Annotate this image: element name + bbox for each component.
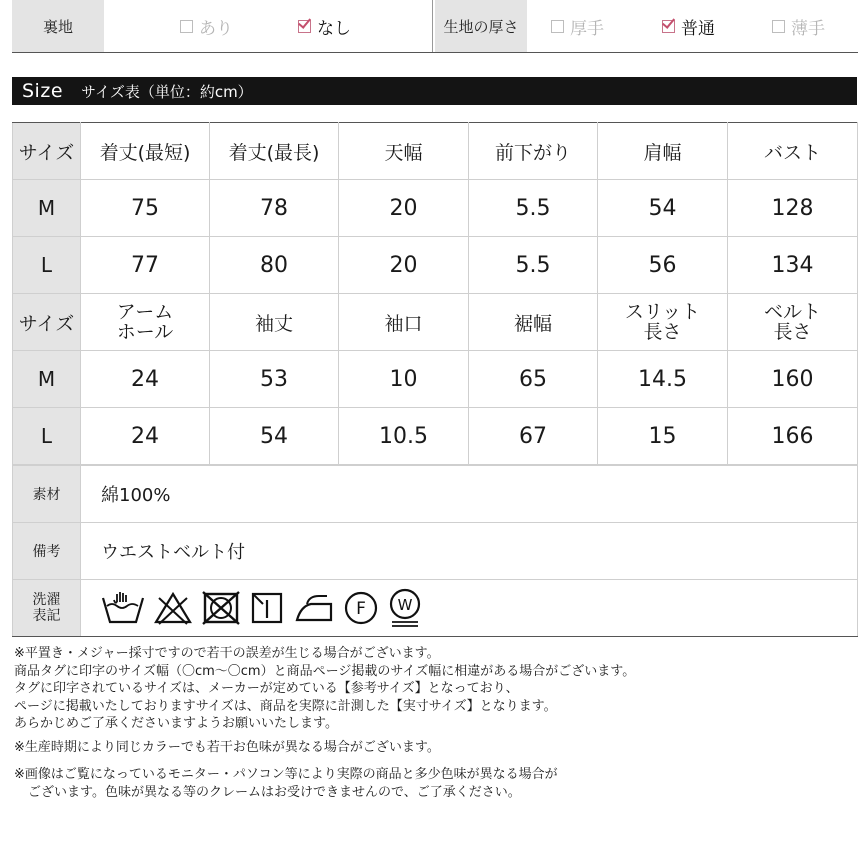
size-section-header — [12, 77, 857, 105]
wet-clean-w-icon — [387, 588, 423, 628]
value-cell: 10 — [339, 351, 469, 408]
size-subtitle: サイズ表（単位：約cm） — [81, 82, 253, 101]
table-row — [13, 180, 858, 237]
material-label: 素材 — [13, 466, 81, 523]
lining-option-no-label: なし — [317, 18, 351, 39]
remarks-value: ウエストベルト付 — [81, 523, 858, 580]
column-header: スリット 長さ — [598, 294, 728, 351]
column-header: 裾幅 — [469, 294, 598, 351]
thickness-option-thin-label: 薄手 — [791, 18, 825, 39]
column-header: 袖口 — [339, 294, 469, 351]
note-line: 商品タグに印字のサイズ幅（〇cm〜〇cm）と商品ページ掲載のサイズ幅に相違がある場合がございます。 — [14, 663, 636, 679]
lining-option-yes-label: あり — [199, 18, 233, 39]
value-cell: 10.5 — [339, 408, 469, 465]
thickness-option-normal-label: 普通 — [681, 18, 715, 39]
value-cell: 77 — [81, 237, 210, 294]
size-cell: L — [13, 408, 81, 465]
thickness-option-thick — [551, 0, 604, 52]
value-cell: 5.5 — [469, 237, 598, 294]
material-value: 綿100% — [81, 466, 858, 523]
value-cell: 24 — [81, 408, 210, 465]
care-row — [13, 580, 858, 637]
note-line: ございます。色味が異なる等のクレームはお受けできませんので、ご了承ください。 — [28, 784, 521, 800]
value-cell: 15 — [598, 408, 728, 465]
lining-option-no — [298, 0, 351, 52]
fabric-attributes-row — [12, 0, 858, 53]
column-header: バスト — [728, 123, 858, 180]
size-table — [12, 122, 858, 465]
size-table-header-row-2 — [13, 294, 858, 351]
value-cell: 54 — [598, 180, 728, 237]
hand-wash-icon — [101, 590, 145, 626]
size-cell: M — [13, 351, 81, 408]
note-line: あらかじめご了承くださいますようお願いいたします。 — [14, 716, 338, 731]
value-cell: 20 — [339, 237, 469, 294]
value-cell: 65 — [469, 351, 598, 408]
product-info-table — [12, 465, 858, 637]
note-line: ※平置き・メジャー採寸ですので若干の誤差が生じる場合がございます。 — [14, 646, 440, 661]
checkbox-empty-icon — [180, 20, 193, 33]
table-row — [13, 408, 858, 465]
thickness-label: 生地の厚さ — [435, 0, 527, 52]
checkbox-empty-icon — [772, 20, 785, 33]
dry-clean-letter: F — [356, 599, 366, 619]
note-line: ※画像はご覧になっているモニター・パソコン等により実際の商品と多少色味が異なる場合が — [14, 767, 558, 782]
value-cell: 53 — [210, 351, 339, 408]
value-cell: 134 — [728, 237, 858, 294]
divider — [432, 0, 433, 52]
column-header: アーム ホール — [81, 294, 210, 351]
value-cell: 5.5 — [469, 180, 598, 237]
value-cell: 80 — [210, 237, 339, 294]
note-line: タグに印字されているサイズは、メーカーが定めている【参考サイズ】となっており、 — [14, 681, 519, 696]
value-cell: 67 — [469, 408, 598, 465]
column-header: ベルト 長さ — [728, 294, 858, 351]
value-cell: 54 — [210, 408, 339, 465]
size-cell: M — [13, 180, 81, 237]
value-cell: 160 — [728, 351, 858, 408]
table-row — [13, 351, 858, 408]
wet-clean-letter: W — [397, 596, 413, 614]
care-label: 洗濯 表記 — [13, 580, 81, 637]
checkbox-empty-icon — [551, 20, 564, 33]
iron-low-icon — [293, 590, 335, 626]
column-header: 天幅 — [339, 123, 469, 180]
note-line: ※生産時期により同じカラーでも若干お色味が異なる場合がございます。 — [14, 739, 440, 755]
value-cell: 20 — [339, 180, 469, 237]
thickness-option-thin — [772, 0, 825, 52]
value-cell: 14.5 — [598, 351, 728, 408]
material-row — [13, 466, 858, 523]
remarks-row — [13, 523, 858, 580]
remarks-label: 備考 — [13, 523, 81, 580]
lining-option-yes — [180, 0, 233, 52]
column-header: 着丈(最長) — [210, 123, 339, 180]
dry-clean-f-icon — [343, 590, 379, 626]
note-line: ページに掲載いたしておりますサイズは、商品を実際に計測した【実寸サイズ】となります。 — [14, 698, 557, 714]
value-cell: 128 — [728, 180, 858, 237]
no-bleach-icon — [153, 590, 193, 626]
size-cell: L — [13, 237, 81, 294]
size-title: Size — [22, 80, 64, 102]
column-header: 着丈(最短) — [81, 123, 210, 180]
size-row-label: サイズ — [13, 294, 81, 351]
column-header: 前下がり — [469, 123, 598, 180]
notes-section — [14, 645, 854, 801]
value-cell: 78 — [210, 180, 339, 237]
thickness-option-thick-label: 厚手 — [570, 18, 604, 39]
column-header: 袖丈 — [210, 294, 339, 351]
checkbox-checked-icon — [662, 20, 675, 33]
column-header: 肩幅 — [598, 123, 728, 180]
size-row-label: サイズ — [13, 123, 81, 180]
value-cell: 75 — [81, 180, 210, 237]
value-cell: 24 — [81, 351, 210, 408]
size-table-header-row-1 — [13, 123, 858, 180]
care-symbols — [81, 580, 858, 637]
line-dry-shade-icon — [249, 590, 285, 626]
thickness-option-normal — [662, 0, 715, 52]
table-row — [13, 237, 858, 294]
value-cell: 166 — [728, 408, 858, 465]
checkbox-checked-icon — [298, 20, 311, 33]
lining-label: 裏地 — [12, 0, 104, 52]
no-tumble-dry-icon — [201, 590, 241, 626]
value-cell: 56 — [598, 237, 728, 294]
